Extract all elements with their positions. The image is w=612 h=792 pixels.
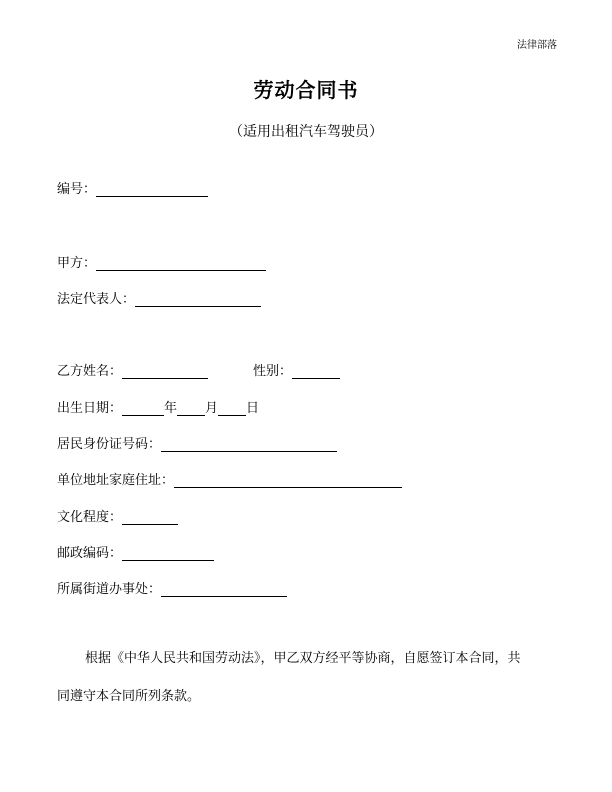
- legal-rep-field: [57, 288, 261, 307]
- birth-date-label: 出生日期：: [57, 401, 123, 416]
- id-number-field: [57, 433, 337, 452]
- number-blank[interactable]: [96, 182, 208, 197]
- birth-year-blank[interactable]: [122, 401, 164, 416]
- party-a-label: 甲方：: [57, 256, 97, 271]
- intro-line-1: 根据《中华人民共和国劳动法》，甲乙双方经平等协商，自愿签订本合同，共: [85, 651, 521, 666]
- party-b-name-blank[interactable]: [122, 364, 208, 379]
- legal-rep-blank[interactable]: [135, 292, 261, 307]
- birth-day-blank[interactable]: [218, 401, 246, 416]
- postal-code-field: [57, 542, 214, 561]
- postal-code-label: 邮政编码：: [57, 546, 123, 561]
- birth-month-blank[interactable]: [177, 401, 205, 416]
- document-title: 劳动合同书: [253, 78, 359, 102]
- gender-blank[interactable]: [292, 364, 340, 379]
- birth-date-field: [57, 397, 259, 416]
- legal-rep-label: 法定代表人：: [57, 292, 136, 307]
- gender-field: [253, 360, 340, 379]
- number-field: [57, 178, 208, 197]
- address-label: 单位地址家庭住址：: [57, 473, 175, 488]
- day-label: 日: [246, 401, 260, 416]
- street-office-label: 所属街道办事处：: [57, 582, 162, 597]
- party-b-name-label: 乙方姓名：: [57, 364, 123, 379]
- postal-code-blank[interactable]: [122, 546, 214, 561]
- address-blank[interactable]: [174, 473, 402, 488]
- party-a-field: [57, 252, 266, 271]
- street-office-field: [57, 578, 287, 597]
- intro-paragraph: [57, 640, 557, 716]
- document-subtitle: （适用出租汽车驾驶员）: [229, 124, 383, 140]
- header-tag: 法律部落: [517, 40, 557, 51]
- intro-line-2: 同遵守本合同所列条款。: [57, 689, 201, 704]
- party-b-name-field: [57, 360, 208, 379]
- id-number-blank[interactable]: [161, 437, 337, 452]
- year-label: 年: [164, 401, 178, 416]
- id-number-label: 居民身份证号码：: [57, 437, 162, 452]
- gender-label: 性别：: [253, 364, 293, 379]
- education-blank[interactable]: [122, 510, 178, 525]
- street-office-blank[interactable]: [161, 582, 287, 597]
- address-field: [57, 469, 402, 488]
- month-label: 月: [205, 401, 219, 416]
- education-field: [57, 506, 178, 525]
- party-a-blank[interactable]: [96, 256, 266, 271]
- education-label: 文化程度：: [57, 510, 123, 525]
- number-label: 编号：: [57, 182, 97, 197]
